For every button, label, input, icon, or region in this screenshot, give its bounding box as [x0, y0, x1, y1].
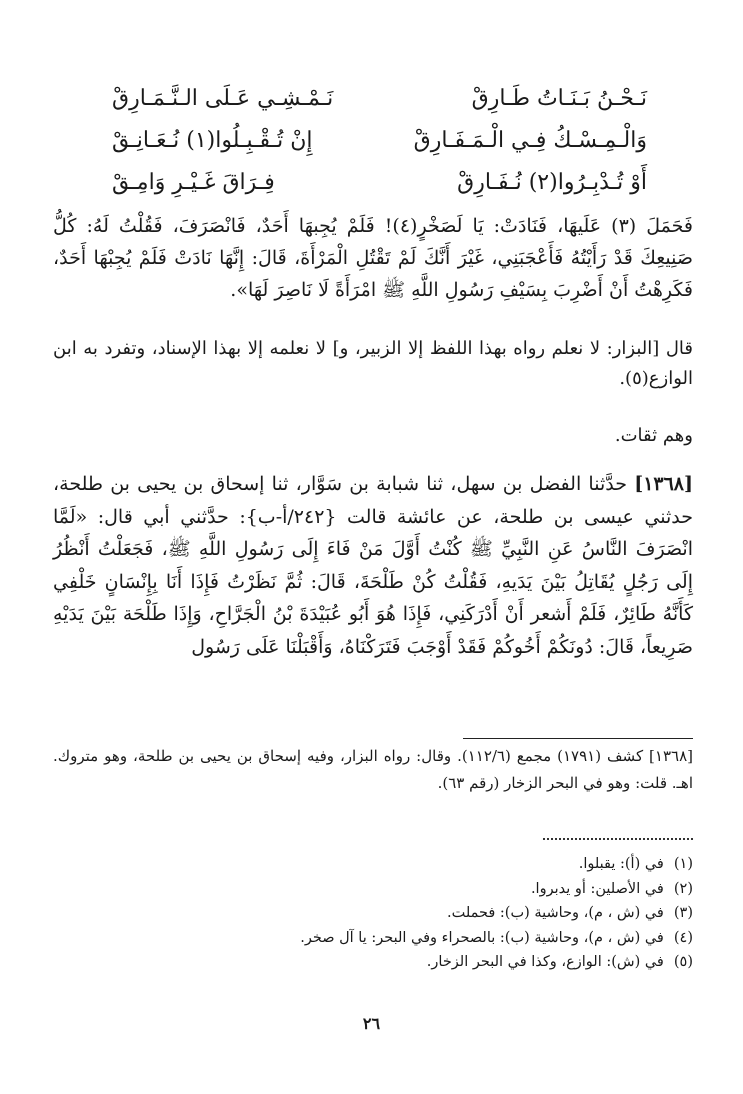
footnote	[53, 852, 693, 877]
takhrij-note: [١٣٦٨] كشف (١٧٩١) مجمع (١١٢/٦). وقال: رواه البزار، وفيه إسحاق بن يحيى بن طلحة، وهو متروك. اهـ. قلت: وهو في البحر الزخار (رقم ٦٣).	[53, 747, 693, 792]
footnote	[53, 926, 693, 951]
verse-first-hemistich: أَوْ تُـدْبِـرُوا(٢) نُـفَـارِقْ	[457, 170, 647, 195]
verse-second-hemistich: نَـمْـشِـي عَـلَى الـنَّـمَـارِقْ	[112, 86, 334, 111]
footnote	[53, 901, 693, 926]
hadith-text: حدَّثنا الفضل بن سهل، ثنا شبابة بن سَوَّار، ثنا إسحاق بن يحيى بن طلحة، حدثني عيسى بن طلحة، عن عائشة قالت {٢٤٢/أ-ب}: حدَّثني أبي قال: «لَمَّا انْصَرَفَ النَّاسُ عَنِ النَّبِيِّ ﷺ كُنْتُ أَوَّلَ مَنْ فَاءَ إِلَى رَسُولِ اللَّهِ ﷺ، فَجَعَلْتُ أَنْظُرُ إِلَى رَجُلٍ يُقَاتِلُ بَيْنَ يَدَيهِ، فَقُلْتُ كُنْ طَلْحَةَ، قَالَ: ثُمَّ نَظَرْتُ فَإِذَا أَنَا بِإِنْسَانٍ خَلْفِي كَأَنَّهُ طَائِرٌ، فَلَمْ أَشعر أَنْ أَدْرَكَنِي، فَإِذَا هُوَ أَبُو عُبَيْدَةَ بْنُ الْجَرَّاحِ، وَإِذَا طَلْحَة بَيْنَ يَدَيْهِ صَرِيعاً، قَالَ: دُونَكُمْ أَخُوكُمْ فَقَدْ أَوْجَبَ فَتَرَكْنَاهُ، وَأَقْبَلْنَا عَلَى رَسُول	[53, 473, 693, 658]
footnote-text: في (أ): يقبلوا.	[578, 856, 664, 872]
footnotes-separator	[543, 838, 693, 840]
poem-verse-2	[112, 126, 647, 168]
takhrij-separator	[463, 738, 693, 739]
verse-second-hemistich: فِـرَاقَ غَـيْـرِ وَامِـقْ	[112, 170, 275, 195]
verse-first-hemistich: نَـحْـنُ بَـنَـاتُ طَـارِقْ	[471, 86, 647, 111]
verse-second-hemistich: إِنْ تُـقْـبِـلُوا(١) نُـعَـانِـقْ	[112, 128, 313, 153]
footnote-text: في (ش ، م)، وحاشية (ب): بالصحراء وفي البحر: يا آل صخر.	[300, 929, 664, 946]
poem-verse-1	[112, 84, 647, 126]
footnote-number: (٣)	[673, 905, 693, 921]
page-number: ٢٦	[362, 1014, 381, 1033]
poem	[112, 84, 647, 210]
footnote-number: (٥)	[673, 954, 693, 970]
footnote-text: في الأصلين: أو يدبروا.	[530, 880, 664, 897]
footnote-number: (٢)	[673, 880, 693, 897]
narration-paragraph: فَحَمَلَ (٣) عَلَيهَا، فَنَادَتْ: يَا لَصَخْرٍ(٤)! فَلَمْ يُجِبهَا أَحَدٌ، فَانْصَرَفَ، فَقُلْتُ لَهُ: كُلُّ صَنِيعِكَ قَدْ رَأَيْتُهُ فَأَعْجَبَنِي، غَيْرَ أَنَّكَ لَمْ تَقْتُلِ الْمَرْأَةَ، قَالَ: إِنَّهَا نَادَتْ فَلَمْ يُجِبْهَا أَحَدٌ، فَكَرِهْتُ أَنْ أَضْرِبَ بِسَيْفِ رَسُولِ اللَّهِ ﷺ امْرَأَةً لَا نَاصِرَ لَهَا».	[53, 215, 693, 301]
footnote-number: (١)	[673, 856, 693, 872]
verse-first-hemistich: وَالْـمِـسْـكُ فِـي الْـمَـفَـارِقْ	[413, 128, 647, 153]
poem-verse-3	[112, 168, 647, 210]
footnotes-list	[53, 852, 693, 975]
hadith-number: [١٣٦٨]	[634, 473, 694, 495]
footnote-text: في (ش): الوازع، وكذا في البحر الزخار.	[426, 954, 664, 970]
bazzar-comment-paragraph: قال [البزار: لا نعلم رواه بهذا اللفظ إلا الزبير، و] لا نعلمه إلا بهذا الإسناد، وتفرد به ابن الوازع(٥).	[53, 338, 693, 389]
grading-paragraph: وهم ثقات.	[614, 425, 693, 446]
footnote-number: (٤)	[673, 929, 693, 946]
footnote	[53, 877, 693, 902]
hadith-1368-paragraph	[53, 468, 693, 663]
footnote	[53, 950, 693, 975]
footnote-text: في (ش ، م)، وحاشية (ب): فحملت.	[446, 905, 664, 921]
